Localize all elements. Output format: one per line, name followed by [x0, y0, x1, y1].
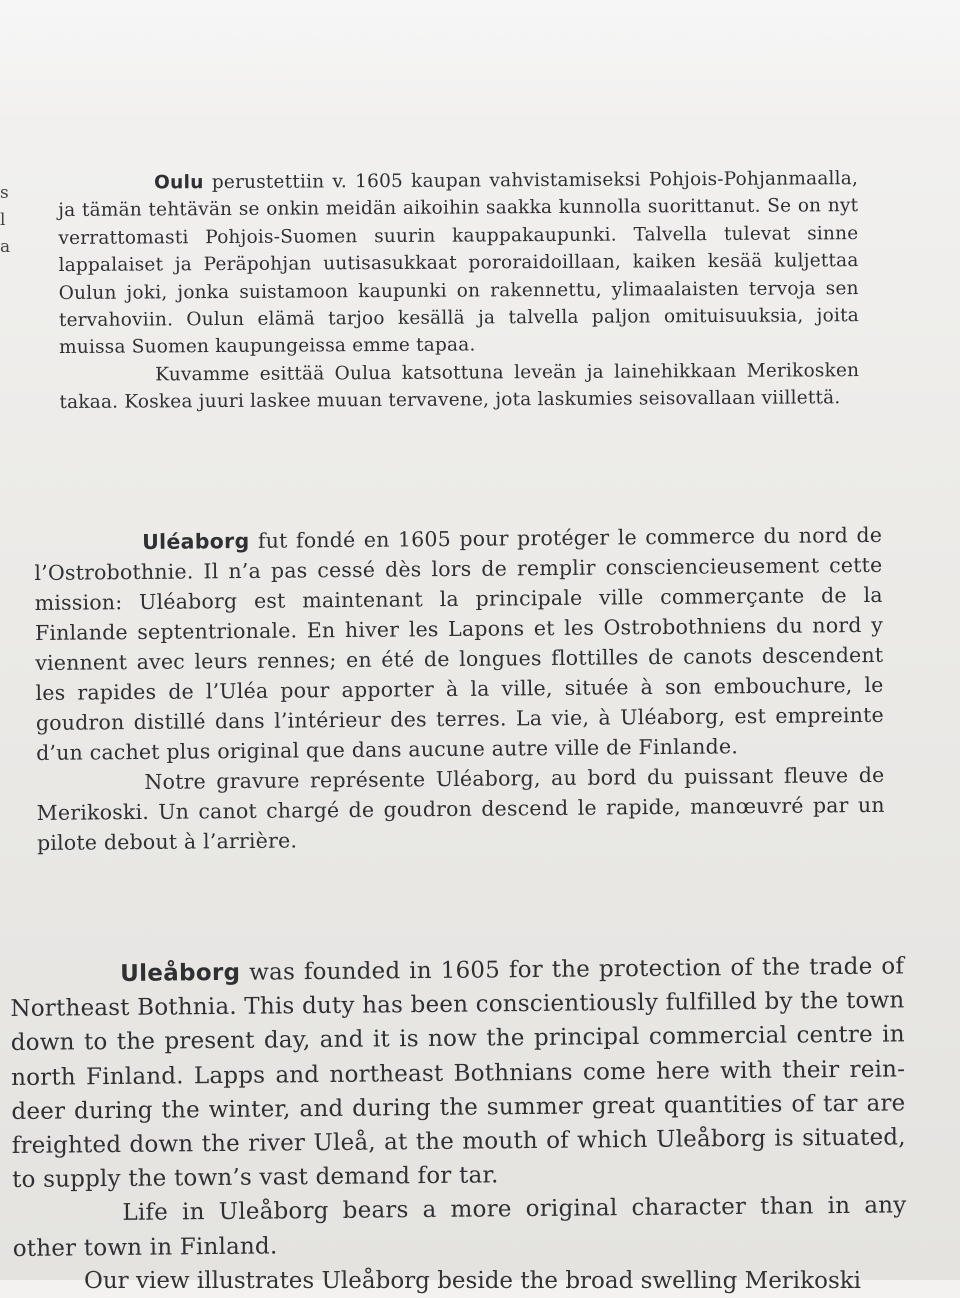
english-paragraph-1-text: was founded in 1605 for the protection of the trade of Northeast Bothnia. This duty has been conscientiously fulfilled by the town down to the present day, and it is now the principal commercial centre in north Finland. Lapps and northeast Bothnians come here with their rein-deer during the winter, and during the summer great quantities of tar are freighted down the river Uleå, at the mouth of which Uleåborg is situated, to supply the town’s vast demand for tar. — [10, 953, 906, 1194]
french-paragraph-1 — [34, 520, 884, 768]
margin-fragment: s — [0, 183, 9, 203]
english-paragraph-1 — [10, 949, 906, 1197]
finnish-paragraph-2: Kuvamme esittää Oulua katsottuna leveän ja lainehikkaan Merikosken takaa. Koskea juuri laskee muuan tervavene, jota laskumies seisovallaan viillettä. — [59, 359, 860, 414]
french-paragraph-1-text: fut fondé en 1605 pour protéger le commerce du nord de l’Ostrobothnie. Il n’a pas cessé dès lors de remplir consciencieusement cette mission: Uléaborg est maintenant la principale ville commerçante de la Finlande septentrionale. En hiver les Lapons et les Ostrobothniens du nord y viennent avec leurs rennes; en été de longues flottilles de canots descendent les rapides de l’Uléa pour apporter à la ville, située à son embouchure, le goudron distillé dans l’intérieur des terres. La vie, à Uléaborg, est empreinte d’un cachet plus original que dans aucune autre ville de Finlande. — [34, 522, 884, 765]
finnish-section — [58, 165, 859, 417]
english-cut-off-text: Our view illustrates Uleåborg beside the broad swelling Merikoski — [84, 1268, 862, 1294]
english-lead-word: Uleåborg — [120, 959, 241, 987]
finnish-paragraph-1 — [58, 165, 859, 362]
french-paragraph-2: Notre gravure représente Uléaborg, au bord du puissant fleuve de Merikoski. Un canot chargé de goudron descend le rapide, manœuvré par un pilote debout à l’arrière. — [36, 762, 885, 855]
left-margin-fragments — [0, 180, 10, 261]
margin-fragment: a — [0, 237, 11, 257]
finnish-paragraph-1-text: perustettiin v. 1605 kaupan vahvistamiseksi Pohjois-Pohjanmaalla, ja tämän tehtävän se onkin meidän aikoihin saakka kunnolla suorittanut. Se on nyt verrattomasti Pohjois-Suomen suurin kauppakaupunki. Talvella tulevat sinne lappalaiset ja Peräpohjan uutisasukkaat pororaidoillaan, kaiken kesää kuljettaa Oulun joki, jonka suistamoon kaupunki on rakennettu, ylimaalaisten tervoja sen tervahoviin. Oulun elämä tarjoo kesällä ja talvella paljon omituisuuksia, joita muissa Suomen kaupungeissa emme tapaa. — [58, 168, 859, 359]
english-section — [10, 949, 907, 1265]
english-paragraph-2: Life in Uleåborg bears a more original character than in any other town in Finland. — [12, 1192, 907, 1262]
page-top-shading — [0, 0, 960, 120]
french-section — [34, 520, 885, 858]
finnish-lead-word: Oulu — [154, 172, 204, 194]
french-lead-word: Uléaborg — [142, 528, 250, 554]
english-cut-off-line — [84, 1266, 904, 1294]
margin-fragment: l — [0, 210, 6, 230]
